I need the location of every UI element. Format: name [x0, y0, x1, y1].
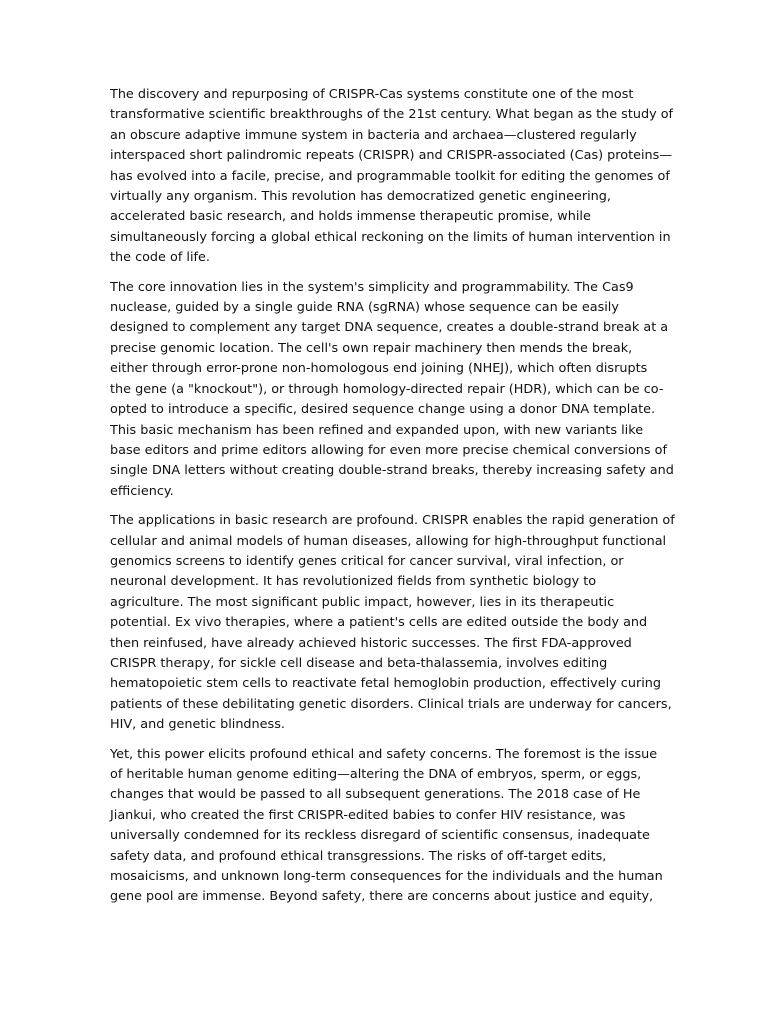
text-line: universally condemned for its reckless disregard of scientific consensus, inadequate [110, 828, 650, 844]
text-line: designed to complement any target DNA sequence, creates a double-strand break at a [110, 320, 669, 336]
document-body [110, 85, 675, 917]
text-line: patients of these debilitating genetic disorders. Clinical trials are underway for cancers, [110, 696, 672, 712]
text-line: of heritable human genome editing—altering the DNA of embryos, sperm, or eggs, [110, 767, 642, 782]
text-line: the gene (a "knockout"), or through homology-directed repair (HDR), which can be co- [110, 381, 664, 397]
text-line: virtually any organism. This revolution has democratized genetic engineering, [110, 189, 611, 205]
text-line: nuclease, guided by a single guide RNA (sgRNA) whose sequence can be easily [110, 300, 619, 316]
text-line: accelerated basic research, and holds immense therapeutic promise, while [110, 209, 591, 225]
text-line: either through error-prone non-homologous end joining (NHEJ), which often disrupts [110, 361, 648, 377]
text-line: then reinfused, have already achieved historic successes. The first FDA-approved [110, 635, 632, 651]
text-line: safety data, and profound ethical transgressions. The risks of off-target edits, [110, 848, 607, 864]
paragraph-1 [110, 85, 674, 269]
text-line: This basic mechanism has been refined and expanded upon, with new variants like [110, 422, 644, 438]
paragraph-2 [110, 278, 674, 502]
text-line: mosaicisms, and unknown long-term consequences for the individuals and the human [110, 869, 663, 885]
text-line: efficiency. [110, 483, 174, 499]
text-line: neuronal development. It has revolutionized fields from synthetic biology to [110, 574, 597, 590]
text-line: hematopoietic stem cells to reactivate fetal hemoglobin production, effectively curing [110, 676, 661, 692]
text-line: transformative scientific breakthroughs of the 21st century. What began as the study of [110, 107, 674, 123]
text-line: an obscure adaptive immune system in bacteria and archaea—clustered regularly [110, 127, 637, 143]
text-line: precise genomic location. The cell's own repair machinery then mends the break, [110, 340, 633, 356]
text-line: opted to introduce a specific, desired sequence change using a donor DNA template. [110, 402, 656, 418]
text-line: has evolved into a facile, precise, and programmable toolkit for editing the genomes of [110, 168, 670, 184]
text-line: genomics screens to identify genes critical for cancer survival, viral infection, or [110, 553, 624, 569]
text-line: HIV, and genetic blindness. [110, 717, 285, 733]
text-line: The core innovation lies in the system's simplicity and programmability. The Cas9 [110, 279, 634, 295]
text-line: gene pool are immense. Beyond safety, there are concerns about justice and equity, [110, 889, 654, 905]
text-line: The applications in basic research are profound. CRISPR enables the rapid generation of [110, 513, 675, 529]
text-line: base editors and prime editors allowing for even more precise chemical conversions of [110, 442, 667, 458]
text-line: CRISPR therapy, for sickle cell disease and beta-thalassemia, involves editing [110, 655, 608, 671]
text-line: cellular and animal models of human diseases, allowing for high-throughput functional [110, 533, 667, 549]
text-line: single DNA letters without creating double-strand breaks, thereby increasing safety and [110, 463, 674, 479]
text-line: Jiankui, who created the first CRISPR-edited babies to confer HIV resistance, was [110, 807, 626, 823]
text-line: The discovery and repurposing of CRISPR-Cas systems constitute one of the most [110, 87, 634, 102]
text-line: changes that would be passed to all subsequent generations. The 2018 case of He [110, 787, 641, 803]
text-line: the code of life. [110, 250, 210, 266]
paragraph-4 [110, 745, 663, 908]
paragraph-3 [110, 511, 675, 735]
text-line: interspaced short palindromic repeats (CRISPR) and CRISPR-associated (Cas) proteins— [110, 148, 673, 164]
text-line: potential. Ex vivo therapies, where a patient's cells are edited outside the body and [110, 615, 648, 631]
text-line: simultaneously forcing a global ethical reckoning on the limits of human intervention in [110, 229, 671, 245]
text-line: Yet, this power elicits profound ethical and safety concerns. The foremost is the issue [110, 746, 658, 762]
text-line: agriculture. The most significant public impact, however, lies in its therapeutic [110, 594, 615, 610]
